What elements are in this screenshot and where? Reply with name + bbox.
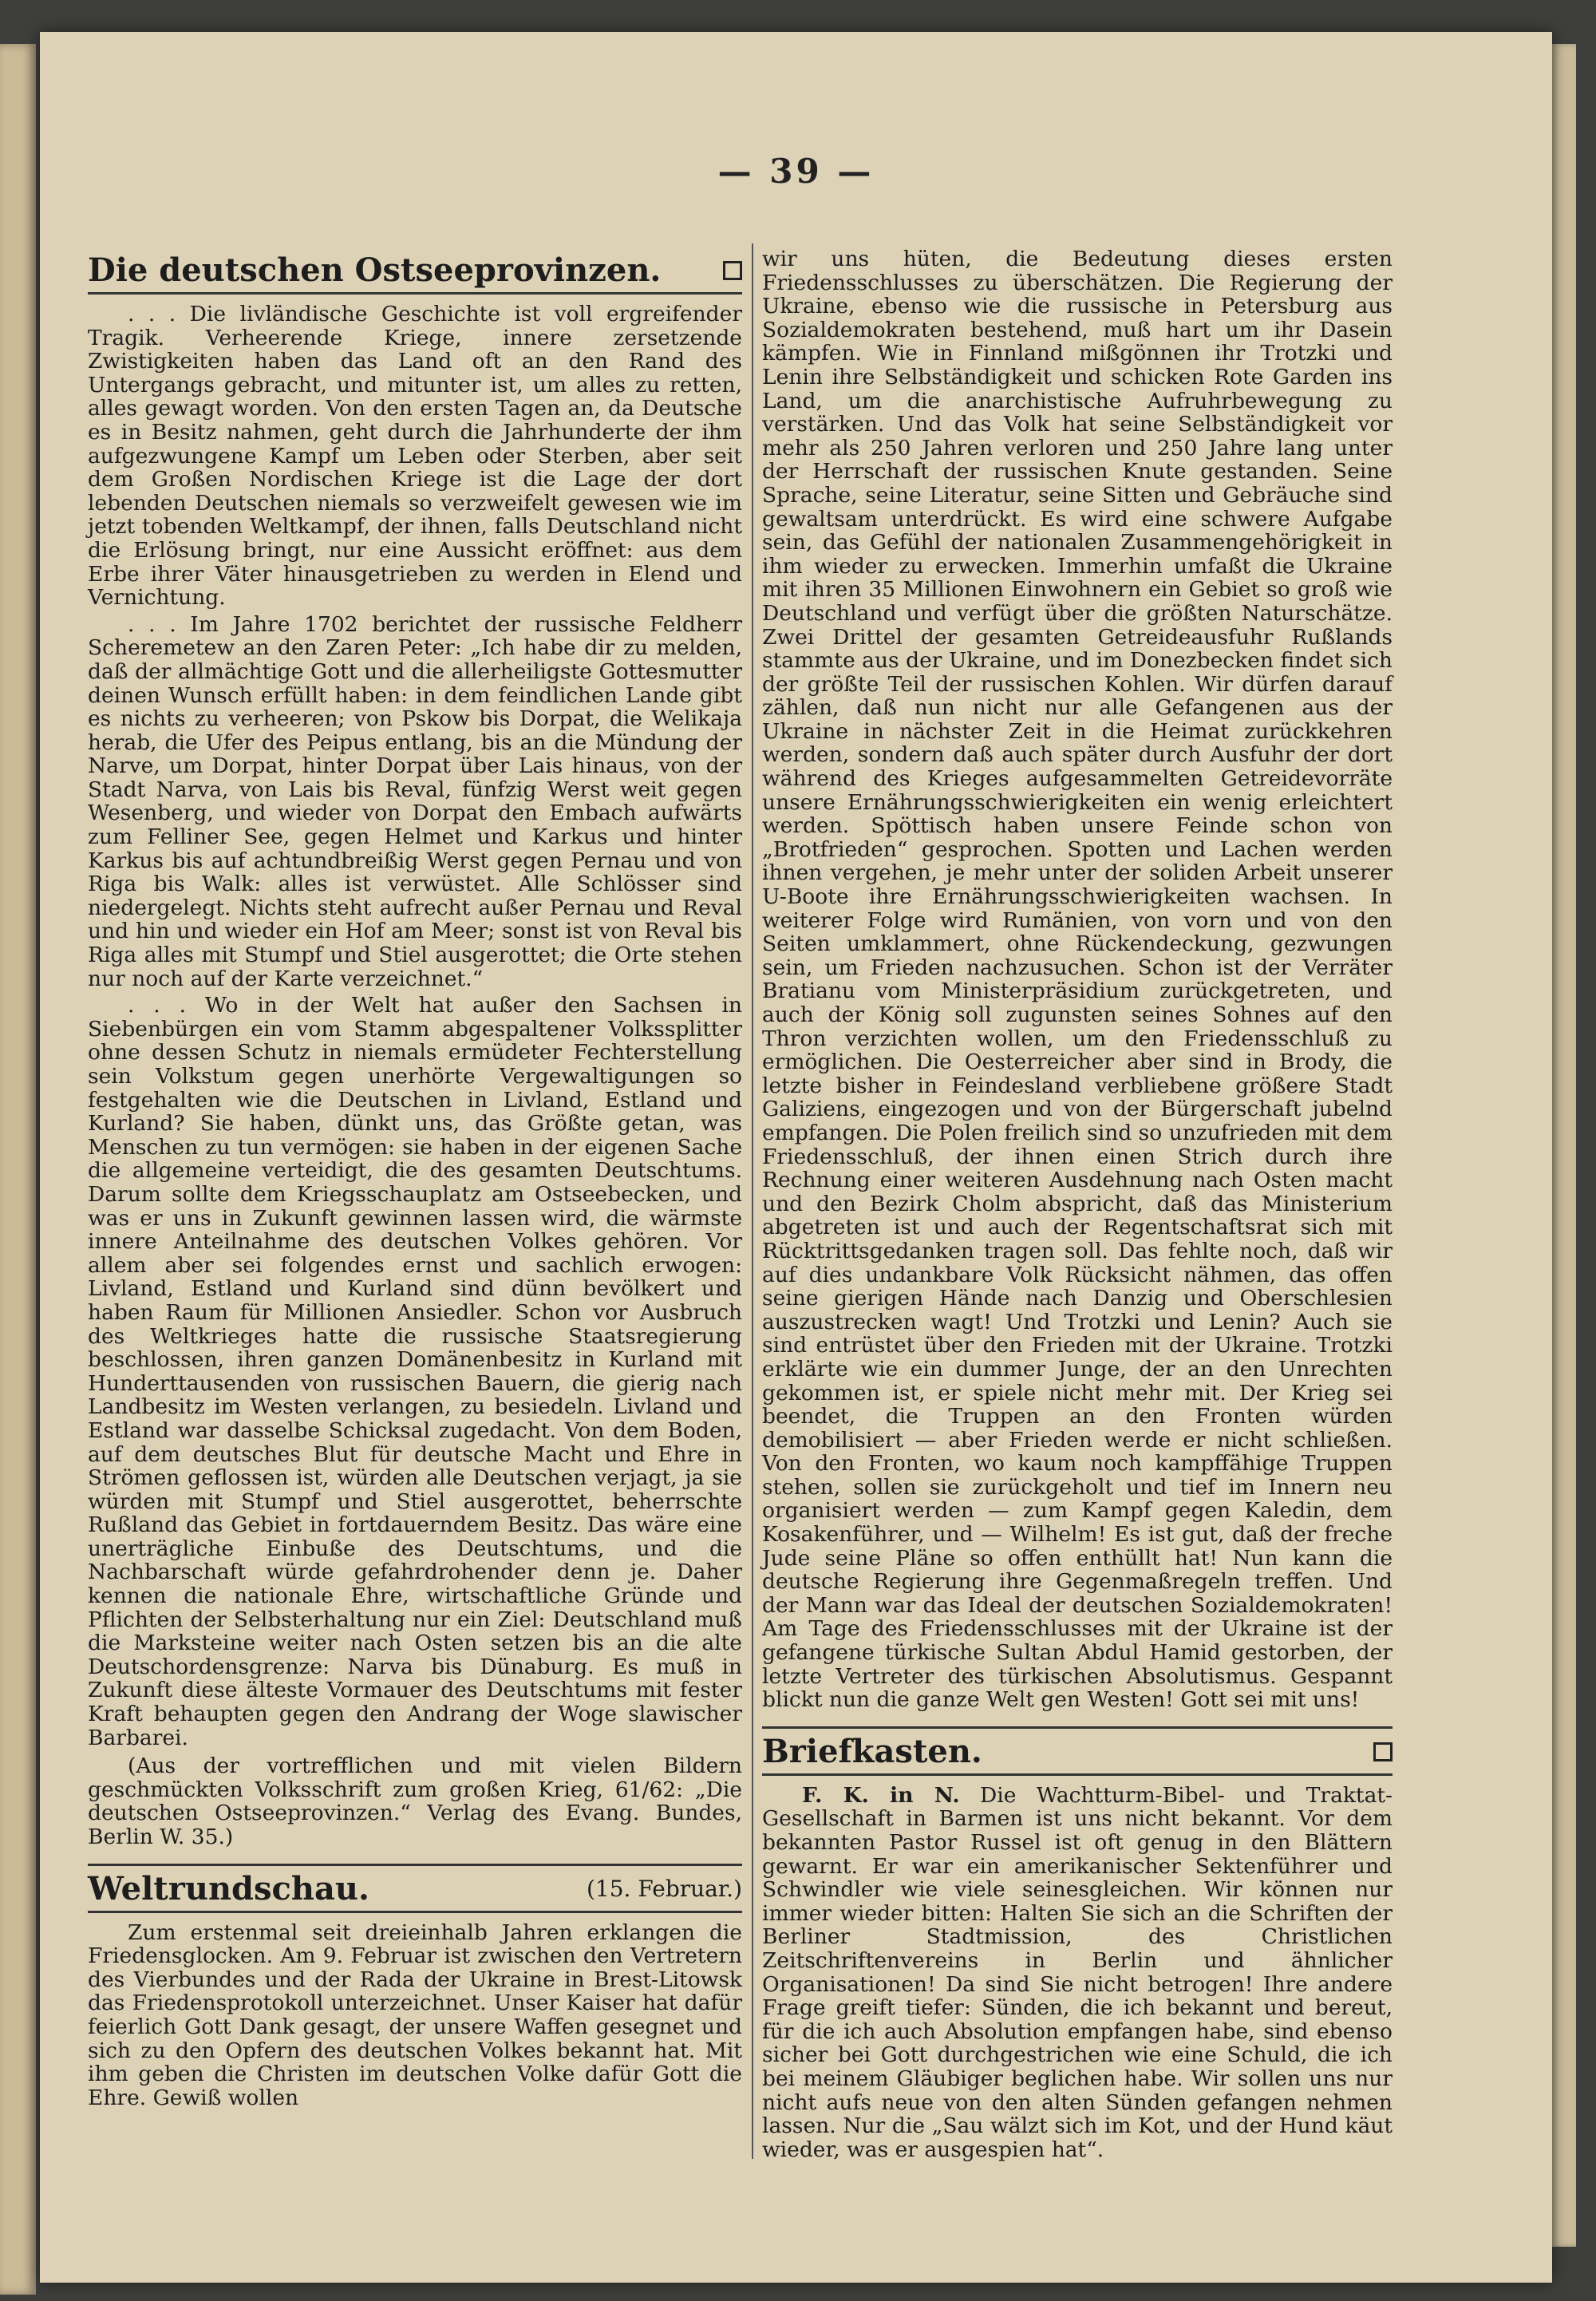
right-page-edge xyxy=(1552,44,1576,2247)
section-title-briefkasten xyxy=(762,1729,1393,1776)
section-title-text: Weltrundschau. xyxy=(88,1869,369,1908)
right-column xyxy=(762,247,1393,2165)
column-divider xyxy=(752,243,753,2159)
section-date: (15. Februar.) xyxy=(587,1875,742,1902)
left-page-edge xyxy=(0,44,36,2295)
section-end-box-icon xyxy=(723,261,742,280)
paragraph: . . . Im Jahre 1702 berichtet der russische Feldherr Scheremetew an den Zaren Peter: „Ich habe dir zu melden, daß der allmächtige Gott und die allerheiligste Gottesmutter deinen Wunsch erfüllt haben: in dem feindlichen Lande gibt es nichts zu verheeren; von Pskow bis Dorpat, die Welikaja herab, die Ufer des Peipus entlang, bis an die Mündung der Narve, um Dorpat, hinter Dorpat über Lais hinaus, von der Stadt Narva, von Lais bis Reval, fünfzig Werst weit gegen Wesenberg, und wieder von Dorpat den Embach aufwärts zum Felliner See, gegen Helmet und Karkus und hinter Karkus bis auf achtundbreißig Werst gegen Pernau und von Riga bis Walk: alles ist verwüstet. Alle Schlösser sind niedergelegt. Nichts steht aufrecht außer Pernau und Reval und hin und wieder ein Hof am Meer; sonst ist von Reval bis Riga alles mit Stumpf und Stiel ausgerottet; die Orte stehen nur noch auf der Karte verzeichnet.“ xyxy=(88,611,742,991)
left-column xyxy=(88,247,742,2113)
section-title-text: Die deutschen Ostseeprovinzen. xyxy=(88,251,662,289)
letter-answer: Die Wachtturm-Bibel- und Traktat-Gesellschaft in Barmen ist uns nicht bekannt. Vor dem bekannten Pastor Russel ist oft genug in den Blättern gewarnt. Er war ein amerikanischer Sektenführer und Schwindler wie viele seinesgleichen. Wir können nur immer wieder bitten: Halten Sie sich an die Schriften der Berliner Stadtmission, des Christlichen Zeitschriftenvereins in Berlin und ähnlicher Organisationen! Da sind Sie nicht betrogen! Ihre andere Frage greift tiefer: Sünden, die ich bekannt und bereut, für die ich auch Absolution empfangen habe, sind ebenso sicher bei Gott durchgestrichen wie eine Schuld, die ich bei meinem Gläubiger beglichen habe. Wir sollen uns nur nicht aufs neue von den alten Sünden gefangen nehmen lassen. Nur die „Sau wälzt sich im Kot, und der Hund käut wieder, was er ausgespien hat“. xyxy=(762,1782,1393,2162)
section-end-box-icon xyxy=(1373,1742,1393,1761)
paragraph: . . . Die livländische Geschichte ist voll ergreifender Tragik. Verheerende Kriege, innere zersetzende Zwistigkeiten haben das Land oft an den Rand des Untergangs gebracht, und mitunter ist, um alles zu retten, alles gewagt worden. Von den ersten Tagen an, da Deutsche es in Besitz nahmen, geht durch die Jahrhunderte der ihm aufgezwungene Kampf um Leben oder Sterben, aber seit dem Großen Nordischen Kriege ist die Lage der dort lebenden Deutschen niemals so verzweifelt gewesen wie im jetzt tobenden Weltkampf, der ihnen, falls Deutschland nicht die Erlösung bringt, nur eine Aussicht eröffnet: aus dem Erbe ihrer Väter hinausgetrieben zu werden in Elend und Vernichtung. xyxy=(88,302,742,611)
paragraph: . . . Wo in der Welt hat außer den Sachsen in Siebenbürgen ein vom Stamm abgespaltener Volkssplitter ohne dessen Schutz in niemals ermüdeter Fechterstellung sein Volkstum gegen unerhörte Vergewaltigungen so festgehalten wie die Deutschen in Livland, Estland und Kurland? Sie haben, dünkt uns, das Größte getan, was Menschen zu tun vermögen: sie haben in der eigenen Sache die allgemeine verteidigt, die des gesamten Deutschtums. Darum sollte dem Kriegsschauplatz am Ostseebecken, und was er uns in Zukunft gewinnen lassen wird, die wärmste innere Anteilnahme des deutschen Volkes gehören. Vor allem aber sei folgendes ernst und sachlich erwogen: Livland, Estland und Kurland sind dünn bevölkert und haben Raum für Millionen Ansiedler. Schon vor Ausbruch des Weltkrieges hatte die russische Staatsregierung beschlossen, ihren ganzen Domänenbesitz in Kurland mit Hunderttausenden von russischen Bauern, die gierig nach Landbesitz im Westen verlangen, zu besiedeln. Livland und Estland war dasselbe Schicksal zugedacht. Von dem Boden, auf dem deutsches Blut für deutsche Macht und Ehre in Strömen geflossen ist, würden alle Deutschen verjagt, ja sie würden mit Stumpf und Stiel ausgerottet, beherrschte Rußland das Gebiet in fortdauerndem Besitz. Das wäre eine unerträgliche Einbuße des Deutschtums, und die Nachbarschaft würde gefahrdrohender denn je. Daher kennen die nationale Ehre, wirtschaftliche Gründe und Pflichten der Selbsterhaltung nur ein Ziel: Deutschland muß die Marksteine weiter nach Osten setzen bis an die alte Deutschordensgrenze: Narva bis Dünaburg. Es muß in Zukunft diese älteste Vormauer des Deutschtums mit fester Kraft behaupten gegen den Andrang der Woge slawischer Barbarei. xyxy=(88,993,742,1750)
source-citation: (Aus der vortrefflichen und mit vielen Bildern geschmückten Volksschrift zum großen Krieg, 61/62: „Die deutschen Ostseeprovinzen.“ Verlag des Evang. Bundes, Berlin W. 35.) xyxy=(88,1753,742,1849)
newspaper-page xyxy=(40,32,1552,2283)
section-title-ostseeprovinzen xyxy=(88,247,742,295)
paragraph: wir uns hüten, die Bedeutung dieses ersten Friedensschlusses zu überschätzen. Die Regierung der Ukraine, ebenso wie die russische in Petersburg aus Sozialdemokraten bestehend, muß hart um ihr Dasein kämpfen. Wie in Finnland mißgönnen ihr Trotzki und Lenin ihre Selbständigkeit und schicken Rote Garden ins Land, um die anarchistische Aufruhrbewegung zu verstärken. Und das Volk hat seine Selbständigkeit vor mehr als 250 Jahren verloren und 250 Jahre lang unter der Herrschaft der russischen Knute gestanden. Seine Sprache, seine Literatur, seine Sitten und Gebräuche sind gewaltsam unterdrückt. Es wird eine schwere Aufgabe sein, das Gefühl der nationalen Zusammengehörigkeit in ihm wieder zu erwecken. Immerhin umfaßt die Ukraine mit ihren 35 Millionen Einwohnern ein Gebiet so groß wie Deutschland und verfügt über die größten Naturschätze. Zwei Drittel der gesamten Getreideausfuhr Rußlands stammte aus der Ukraine, und im Donezbecken findet sich der größte Teil der russischen Kohlen. Wir dürfen darauf zählen, daß nun nicht nur alle Gefangenen aus der Ukraine in nächster Zeit in die Heimat zurückkehren werden, sondern daß auch später durch Ausfuhr der dort während des Krieges aufgesammelten Getreidevorräte unsere Ernährungsschwierigkeiten ein wenig erleichtert werden. Spöttisch haben unsere Feinde schon von „Brotfrieden“ gesprochen. Spotten und Lachen werden ihnen vergehen, je mehr unter der soliden Arbeit unserer U-Boote ihre Ernährungsschwierigkeiten wachsen. In weiterer Folge wird Rumänien, von vorn und von den Seiten umklammert, ohne Rückendeckung, gezwungen sein, um Frieden nachzusuchen. Schon ist der Verräter Bratianu vom Ministerpräsidium zurückgetreten, und auch der König soll zugunsten seines Sohnes auf den Thron verzichten wollen, um den Friedensschluß zu ermöglichen. Die Oesterreicher aber sind in Brody, die letzte bisher in Feindesland verbliebene größere Stadt Galiziens, eingezogen und von der Bürgerschaft jubelnd empfangen. Die Polen freilich sind so unzufrieden mit dem Friedensschluß, der ihnen einen Strich durch ihre Rechnung einer weiteren Ausdehnung nach Osten macht und den Bezirk Cholm abspricht, daß das Ministerium abgetreten ist und auch der Regentschaftsrat sich mit Rücktrittsgedanken tragen soll. Das fehlte noch, daß wir auf dies undankbare Volk Rücksicht nähmen, das offen seine gierigen Hände nach Danzig und Oberschlesien auszustrecken wagt! Und Trotzki und Lenin? Auch sie sind entrüstet über den Frieden mit der Ukraine. Trotzki erklärte wie ein dummer Junge, der an den Unrechten gekommen ist, er spiele nicht mehr mit. Der Krieg sei beendet, die Truppen an den Fronten würden demobilisiert — aber Frieden werde er nicht schließen. Von den Fronten, wo kaum noch kampffähige Truppen stehen, sollen sie zurückgeholt und tief im Innern neu organisiert werden — zum Kampf gegen Kaledin, dem Kosakenführer, und — Wilhelm! Es ist gut, daß der freche Jude seine Pläne so offen enthüllt hat! Nun kann die deutsche Regierung ihre Gegenmaßregeln treffen. Und der Mann war das Ideal der deutschen Sozialdemokraten! Am Tage des Friedensschlusses mit der Ukraine ist der gefangene türkische Sultan Abdul Hamid gestorben, der letzte Vertreter des türkischen Absolutismus. Gespannt blickt nun die ganze Welt gen Westen! Gott sei mit uns! xyxy=(762,247,1393,1713)
letter-addressee: F. K. in N. xyxy=(802,1782,960,1808)
section-title-weltrundschau xyxy=(88,1866,742,1913)
paragraph: Zum erstenmal seit dreieinhalb Jahren erklangen die Friedensglocken. Am 9. Februar ist zwischen den Vertretern des Vierbundes und der Rada der Ukraine in Brest-Litowsk das Friedensprotokoll unterzeichnet. Unser Kaiser hat dafür feierlich Gott Dank gesagt, der unsere Waffen gesegnet und sich zu den Opfern des deutschen Volkes bekannt hat. Mit ihm geben die Christen im deutschen Volke dafür Gott die Ehre. Gewiß wollen xyxy=(88,1919,742,2110)
section-title-text: Briefkasten. xyxy=(762,1732,982,1770)
page-number: — 39 — xyxy=(717,152,875,191)
paragraph xyxy=(762,1784,1393,2162)
